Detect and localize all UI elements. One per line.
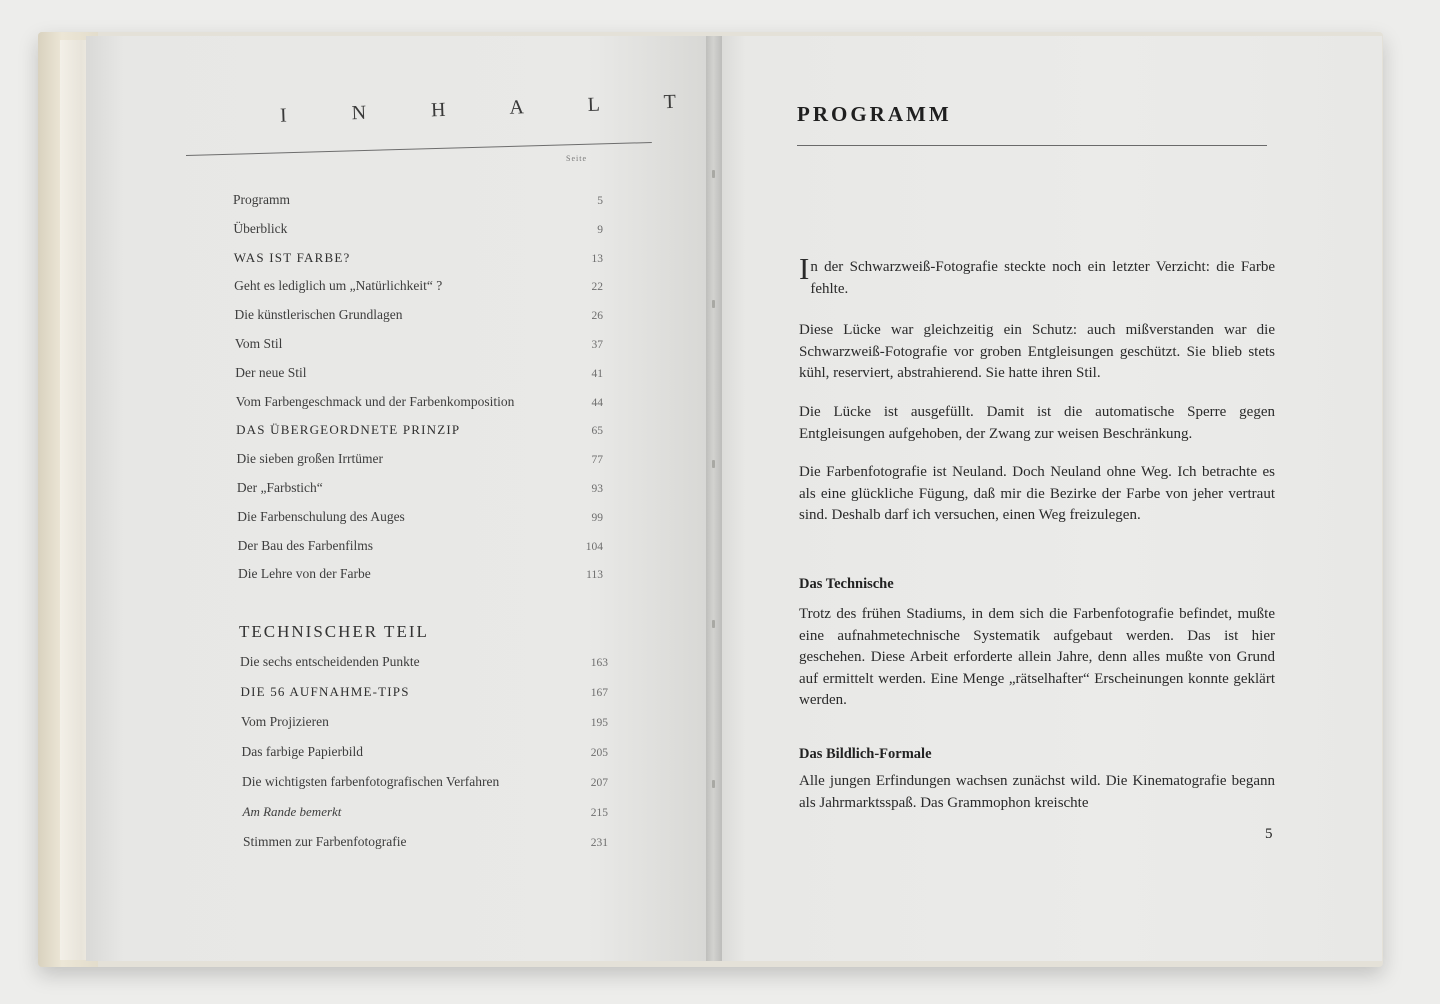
toc-entry-title: Geht es lediglich um „Natürlichkeit“ ? (234, 278, 443, 294)
toc-entry (243, 804, 609, 824)
toc-entry-title: DIE 56 AUFNAHME-TIPS (240, 684, 410, 699)
subheading: Das Technische (799, 576, 894, 592)
paragraph: Die Lücke ist ausgefüllt. Damit ist die automatische Sperre gegen Entgleisungen aufgehoben, der Zwang zur weisen Beschränkung. (799, 404, 1275, 442)
toc-entry-title: Das farbige Papierbild (241, 744, 363, 759)
binding-stitch (712, 780, 715, 788)
toc-entry-page: 65 (591, 425, 603, 438)
toc-entry-page: 163 (590, 657, 608, 669)
paragraph (799, 251, 1275, 300)
toc-page-column-label: Seite (566, 154, 587, 163)
toc-entry-title: Der „Farbstich“ (236, 480, 323, 495)
toc-entry-page: 215 (590, 807, 608, 819)
toc-entry (235, 336, 603, 356)
toc-entry-title: Die sechs entscheidenden Punkte (240, 654, 420, 669)
toc-entry (234, 278, 603, 298)
toc-entry-title: DAS ÜBERGEORDNETE PRINZIP (236, 422, 461, 438)
drop-cap: I (799, 251, 810, 286)
toc-entry (233, 192, 603, 212)
chapter-title: PROGRAMM (797, 102, 952, 126)
toc-entry-page: 93 (591, 483, 603, 495)
toc-entry (242, 744, 609, 764)
toc-entry-title: Die wichtigsten farbenfotografischen Verfahren (242, 774, 500, 789)
toc-entry (243, 834, 608, 854)
chapter-divider (797, 145, 1267, 146)
toc-entry-page: 195 (590, 717, 608, 729)
toc-entry-page: 44 (591, 396, 603, 409)
toc-entry-title: Der neue Stil (235, 364, 307, 380)
toc-entry-page: 231 (590, 837, 608, 849)
paragraph-text: n der Schwarzweiß-Fotografie steckte noch ein letzter Verzicht: die Farbe fehlte. (810, 259, 1275, 297)
toc-entry-title: Vom Farbengeschmack und der Farbenkomposition (235, 393, 515, 409)
toc-entry-title: Die sieben großen Irrtümer (236, 451, 384, 467)
toc-entry-page: 22 (591, 281, 603, 294)
toc-entry (238, 538, 603, 558)
toc-entry-title: Die Lehre von der Farbe (238, 566, 371, 582)
binding-stitch (712, 460, 715, 468)
paragraph: Trotz des frühen Stadiums, in dem sich die Farbenfotografie befindet, mußte eine aufnahmetechnische Systematik aufgebaut werden. Das ist hier geschehen. Diese Arbeit erforderte allein Jahre, denn alles mußte von Grund auf ermittelt werden. Eine Menge „rätselhafter“ Erscheinungen konnte geklärt werden. (799, 606, 1275, 708)
binding-stitch (712, 170, 715, 178)
toc-entry-page: 9 (597, 223, 603, 236)
toc-entry-title: Die künstlerischen Grundlagen (234, 307, 403, 323)
toc-entry (238, 566, 603, 586)
toc-entry (235, 365, 603, 385)
toc-entry (236, 422, 603, 442)
toc-entry-page: 26 (591, 310, 603, 323)
toc-entry-title: Vom Projizieren (241, 714, 329, 729)
toc-entry-title: Überblick (233, 220, 288, 236)
toc-entry (236, 394, 603, 414)
toc-entry-page: 113 (586, 569, 603, 582)
toc-entry (237, 480, 603, 500)
paragraph: Die Farbenfotografie ist Neuland. Doch Neuland ohne Weg. Ich betrachte es als eine glückliche Fügung, daß mir die Bezirke der Farbe von jeher vertraut sind. Deshalb darf ich versuchen, einen Weg freizulegen. (799, 464, 1275, 523)
toc-entry (234, 250, 603, 270)
paragraph: Alle jungen Erfindungen wachsen zunächst wild. Die Kinematografie begann als Jahrmarktsspaß. Das Grammophon kreischte (799, 773, 1275, 811)
toc-entry (242, 774, 608, 794)
toc-entry-title: Am Rande bemerkt (242, 804, 342, 819)
toc-entry-page: 99 (591, 511, 603, 524)
toc-entry (236, 451, 603, 471)
toc-entry-title: Stimmen zur Farbenfotografie (243, 834, 407, 849)
binding-stitch (712, 620, 715, 628)
toc-entry-page: 37 (591, 339, 603, 351)
toc-entry (233, 221, 603, 241)
toc-entry-title: Die Farbenschulung des Auges (237, 508, 405, 524)
toc-entry-title: Programm (233, 192, 290, 207)
page-number: 5 (1265, 826, 1273, 842)
toc-entry (241, 714, 608, 734)
toc-entry (240, 654, 608, 674)
toc-entry-title: Der Bau des Farbenfilms (237, 537, 373, 553)
toc-entry-page: 167 (590, 687, 608, 699)
subheading: Das Bildlich-Formale (799, 746, 932, 762)
toc-entry-page: 205 (590, 747, 608, 759)
toc-entry-title: Vom Stil (234, 336, 283, 351)
toc-entry-page: 41 (591, 367, 603, 380)
toc-entry (235, 307, 603, 327)
toc-entry-page: 5 (597, 195, 603, 207)
toc-entry-title: WAS IST FARBE? (233, 249, 351, 265)
toc-heading: I N H A L T (279, 89, 707, 127)
toc-entry-page: 207 (590, 777, 608, 789)
toc-entry-page: 13 (591, 252, 603, 265)
toc-section-title: TECHNISCHER TEIL (239, 622, 429, 641)
toc-entry (237, 509, 603, 529)
toc-entry-page: 104 (585, 540, 603, 553)
toc-entry (241, 684, 609, 704)
toc-entry-page: 77 (591, 454, 603, 467)
binding-stitch (712, 300, 715, 308)
paragraph: Diese Lücke war gleichzeitig ein Schutz: auch mißverstanden war die Schwarzweiß-Fotografie vor groben Entgleisungen geschützt. Sie blieb stets kühl, reserviert, abstrahierend. Sie hatte ihren Stil. (799, 322, 1275, 381)
